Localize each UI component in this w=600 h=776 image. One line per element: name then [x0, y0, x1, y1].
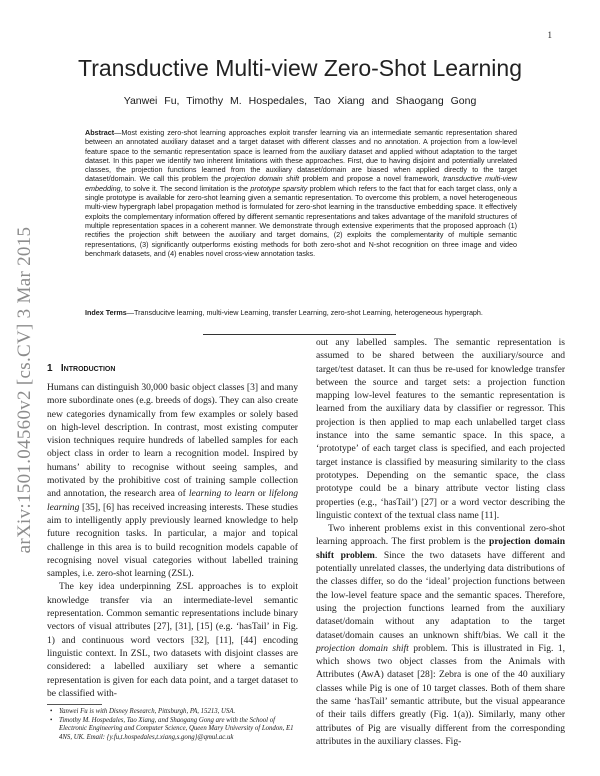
- abstract-divider: [203, 334, 396, 335]
- arxiv-stamp-text: arXiv:1501.04560v2 [cs.CV] 3 Mar 2015: [14, 226, 35, 554]
- footnotes: [47, 708, 298, 742]
- paragraph-text: Humans can distinguish 30,000 basic object classes [3] and many more subordinate ones (e.g. breeds of dogs). They can also create new categories dynamically from few examples or solely based on high-level description. In contrast, most existing computer vision techniques require hundreds of labelled samples for each object class in order to learn a recognition model. Inspired by humans’ ability to recognise without seeing samples, and motivated by the prohibitive cost of training sample collection and annotation, the research area of: [47, 382, 298, 500]
- section-heading: [47, 363, 115, 374]
- page-number: 1: [547, 30, 552, 40]
- paragraph-text: or: [254, 488, 269, 500]
- paragraph-text: . Since the two datasets have different and potentially unrelated classes, the underlying data distributions of the classes differ, so do the ‘ideal’ projection functions between the low-level feature space and the semantic spaces. Therefore, using the projection functions learned from the auxiliary dataset/domain without any adaptation to the target dataset/domain causes an unknown shift/bias. We call it the: [316, 549, 565, 641]
- paragraph-emphasis: learning to learn: [188, 488, 255, 500]
- section-number: 1: [47, 363, 53, 374]
- paragraph-bold: projection domain shift problem: [316, 536, 565, 561]
- author-list: Yanwei Fu, Timothy M. Hospedales, Tao Xiang and Shaogang Gong: [123, 95, 477, 107]
- abstract-text: problem which refers to the fact that for each target class, only a single prototype is available for zero-shot learning given a semantic representation. To overcome this problem, a novel heterogeneous multi-view hypergraph label propagation method is formulated for zero-shot learning in the transductive embedding space. It effectively exploits the complementary information offered by different semantic representations and takes advantage of the manifold structures of multiple representation spaces in a coherent manner. We demonstrate through extensive experiments that the proposed approach (1) rectifies the projection shift between the auxiliary and target domains, (2) exploits the complementarity of multiple semantic representations, (3) significantly outperforms existing methods for both zero-shot and N-shot recognition on three image and video benchmark datasets, and (4) enables novel cross-view annotation tasks.: [85, 183, 517, 258]
- abstract-text: —Most existing zero-shot learning approaches exploit transfer learning via an intermediate semantic representation shared between an annotated auxiliary dataset and a target dataset with different classes and no annotation. A projection from a low-level feature space to the semantic representation space is learned from the auxiliary dataset and applied without adaptation to the target dataset. In this paper we identify two inherent limitations with these approaches. First, due to having disjoint and potentially unrelated classes, the projection functions learned from the auxiliary dataset/domain are biased when applied directly to the target dataset/domain. We call this problem the: [85, 128, 517, 184]
- paragraph: [316, 522, 565, 748]
- abstract-label: Abstract: [85, 128, 115, 137]
- right-column: [316, 336, 565, 748]
- abstract-emphasis: prototype sparsity: [250, 183, 308, 193]
- footnote-text: Yanwei Fu is with Disney Research, Pittsburgh, PA, 15213, USA.: [59, 708, 236, 715]
- footnote: [47, 708, 298, 717]
- paragraph-text: problem. This is illustrated in Fig. 1, which shows two object classes from the Animals with Attributes (AwA) dataset [28]: Zebra is one of the 40 auxiliary classes while Pig is one of 10 target classes. Both of them share the same ‘hasTail’ semantic attribute, but the visual appearance of their tails differs greatly (Fig. 1(a)). Similarly, many other attributes of Pig are visually different from the corresponding attributes in the auxiliary classes. Fig-: [316, 642, 565, 747]
- footnote-rule: [47, 704, 102, 705]
- paragraph-text: [35], [6] has received increasing interests. These studies aim to intelligently apply previously learned knowledge to help future recognition tasks. In particular, a major and topical challenge in this area is to build recognition models capable of recognising novel visual categories without labelled training samples, i.e. zero-shot learning (ZSL).: [47, 501, 298, 580]
- paragraph-emphasis: projection domain shift: [316, 642, 409, 654]
- paragraph: The key idea underpinning ZSL approaches is to exploit knowledge transfer via an intermediate-level semantic representation. Common semantic representations include binary vectors of visual attributes [27], [31], [15] (e.g. ‘hasTail’ in Fig. 1) and continuous word vectors [32], [11], [44] encoding linguistic context. In ZSL, two datasets with disjoint classes are considered: a labelled auxiliary set where a semantic representation is given for each data point, and a target dataset to be classified with-: [47, 581, 298, 699]
- footnote-text: Timothy M. Hospedales, Tao Xiang, and Shaogang Gong are with the School of Electronic Engineering and Computer Science, Queen Mary University of London, E1 4NS, UK. Email: {y.fu,t.hospedales,t.xiang,s.gong}@qmul.ac.uk: [59, 716, 294, 741]
- paper-title: Transductive Multi-view Zero-Shot Learning: [78, 55, 522, 81]
- index-terms-text: —Transducitve learning, multi-view Learning, transfer Learning, zero-shot Learning, heterogeneous hypergraph.: [126, 308, 483, 317]
- index-terms: [85, 308, 517, 317]
- paragraph: [47, 381, 298, 580]
- abstract-text: , to solve it. The second limitation is the: [120, 183, 251, 193]
- abstract: [85, 128, 517, 258]
- section-title: Introduction: [60, 363, 116, 374]
- index-terms-label: Index Terms: [85, 308, 127, 317]
- arxiv-stamp: [10, 210, 40, 570]
- paragraph: out any labelled samples. The semantic representation is assumed to be shared between the auxiliary/source and target/test dataset. It can thus be re-used for knowledge transfer between the source and target sets: a projection function mapping low-level features to the semantic representation is learned from the auxiliary data by classifier or regressor. This projection is then applied to map each unlabelled target class instance into the same semantic space. In this space, a ‘prototype’ of each target class is specified, and each projected target instance is classified by measuring similarity to the class prototypes. Depending on the semantic space, the class prototype could be a binary attribute vector listing class properties (e.g., ‘hasTail’) [27] or a word vector describing the linguistic context of the textual class name [11].: [316, 337, 565, 521]
- paragraph-emphasis: lifelong learning: [47, 488, 298, 513]
- abstract-text: problem and propose a novel framework,: [299, 174, 443, 184]
- paragraph-text: Two inherent problems exist in this conventional zero-shot learning approach. The first problem is the: [316, 523, 565, 548]
- left-column: [47, 381, 298, 700]
- abstract-emphasis: transductive multi-view embedding: [85, 174, 517, 193]
- abstract-emphasis: projection domain shift: [224, 174, 300, 184]
- footnote: [47, 717, 298, 743]
